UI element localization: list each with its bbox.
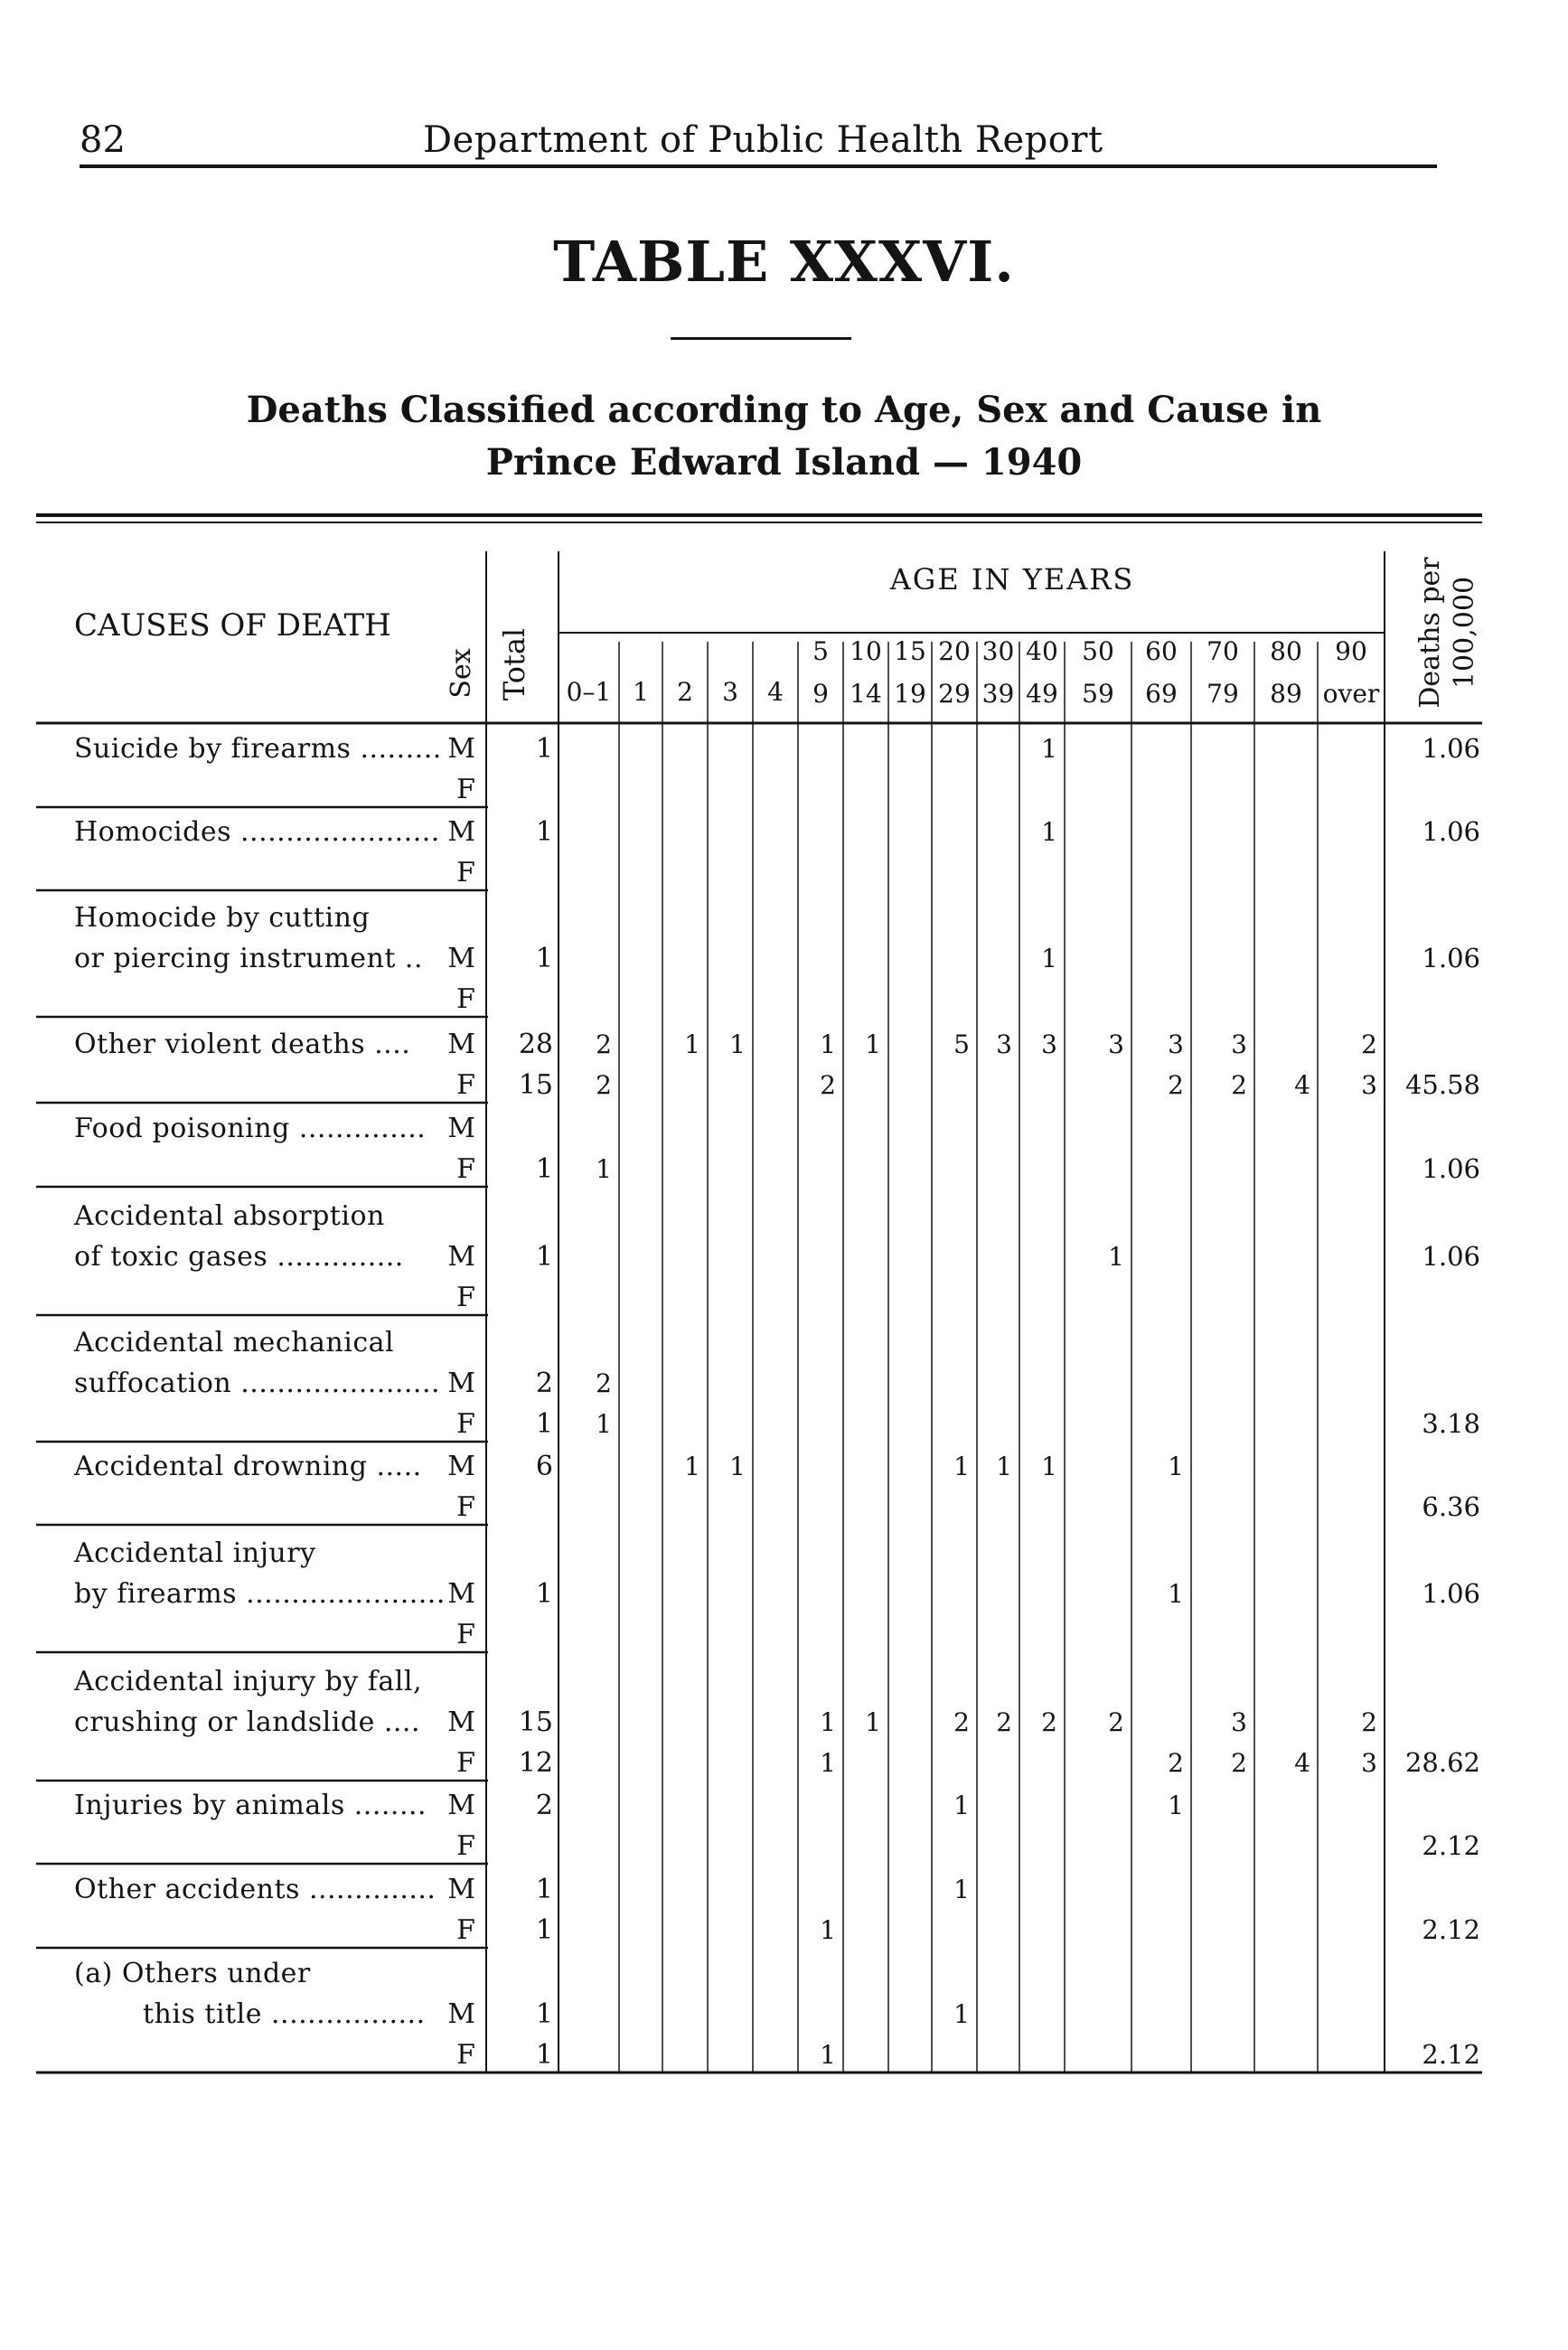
- age-group-label: 3: [722, 677, 738, 707]
- cause-label-line: suffocation ......................: [74, 1368, 441, 1399]
- age-group-label-lower: 89: [1270, 679, 1302, 709]
- cause-label-line: Homocide by cutting: [74, 902, 371, 934]
- sex-cell: F: [456, 1830, 475, 1862]
- sex-cell: M: [447, 1029, 475, 1060]
- rate-cell: 45.58: [1404, 1069, 1480, 1100]
- cause-label-line: Accidental mechanical: [74, 1327, 395, 1358]
- cause-label-line: Injuries by animals ........: [74, 1790, 427, 1821]
- age-cell: 2: [596, 1368, 612, 1398]
- total-cell: 1: [535, 1914, 553, 1946]
- age-group-label-lower: 59: [1082, 679, 1114, 709]
- age-cell: 2: [953, 1707, 970, 1737]
- age-cell: 1: [1108, 1242, 1124, 1272]
- age-cell: 2: [1361, 1029, 1377, 1059]
- age-group-label-upper: 80: [1270, 636, 1302, 666]
- age-group-label-upper: 40: [1026, 636, 1058, 666]
- sex-cell: M: [447, 1241, 475, 1273]
- age-cell: 1: [820, 1915, 836, 1945]
- age-cell: 1: [820, 1029, 836, 1059]
- rate-cell: 1.06: [1422, 943, 1480, 973]
- age-cell: 3: [1041, 1029, 1057, 1059]
- age-cell: 2: [1231, 1070, 1247, 1100]
- cause-label-line: Accidental drowning .....: [74, 1451, 422, 1482]
- age-cell: 1: [820, 1707, 836, 1737]
- age-cell: 1: [953, 1791, 970, 1820]
- rate-cell: 1.06: [1422, 1241, 1480, 1272]
- cause-label-line: Food poisoning ..............: [74, 1113, 427, 1144]
- age-cell: 2: [1108, 1707, 1124, 1737]
- cause-label-line: Homocides ......................: [74, 816, 440, 848]
- rate-cell: 1.06: [1422, 1578, 1480, 1609]
- rate-cell: 28.62: [1404, 1747, 1480, 1778]
- age-group-label: 4: [767, 677, 784, 707]
- age-cell: 2: [596, 1029, 612, 1059]
- age-group-label-upper: 50: [1082, 636, 1114, 666]
- sex-cell: M: [447, 1874, 475, 1905]
- age-cell: 1: [953, 1999, 970, 2029]
- age-cell: 1: [596, 1409, 612, 1439]
- age-cell: 1: [1168, 1452, 1184, 1481]
- subtitle-line-2: Prince Edward Island — 1940: [485, 441, 1083, 484]
- age-cell: 1: [729, 1452, 746, 1481]
- age-cell: 2: [1168, 1748, 1184, 1778]
- total-header: Total: [497, 627, 531, 701]
- age-cell: 4: [1294, 1070, 1310, 1100]
- age-cell: 1: [1041, 1452, 1057, 1481]
- age-cell: 1: [596, 1154, 612, 1184]
- sex-cell: F: [456, 857, 475, 888]
- rate-cell: 3.18: [1422, 1408, 1480, 1439]
- age-cell: 2: [1041, 1707, 1057, 1737]
- age-group-label: 2: [677, 677, 693, 707]
- rate-cell: 1.06: [1422, 816, 1480, 847]
- rate-cell: 2.12: [1422, 2039, 1480, 2070]
- age-group-label-upper: 60: [1145, 636, 1178, 666]
- age-group-label-upper: 10: [850, 636, 882, 666]
- rate-cell: 2.12: [1422, 1830, 1480, 1861]
- sex-cell: M: [447, 816, 475, 848]
- age-cell: 3: [1168, 1029, 1184, 1059]
- cause-label-line: crushing or landslide ....: [74, 1706, 421, 1738]
- total-cell: 15: [518, 1706, 553, 1738]
- age-cell: 1: [684, 1452, 700, 1481]
- total-cell: 1: [535, 2039, 553, 2071]
- age-cell: 1: [1041, 734, 1057, 764]
- total-cell: 2: [535, 1368, 553, 1399]
- sex-cell: F: [456, 1153, 475, 1185]
- age-cell: 2: [1168, 1070, 1184, 1100]
- age-group-label-lower: 39: [981, 679, 1015, 709]
- sex-cell: F: [456, 1491, 475, 1523]
- sex-cell: M: [447, 1706, 475, 1738]
- total-cell: 1: [535, 943, 553, 974]
- sex-cell: M: [447, 1998, 475, 2030]
- sex-cell: M: [447, 1113, 475, 1144]
- age-group-label-upper: 30: [981, 636, 1015, 666]
- age-cell: 1: [820, 1748, 836, 1778]
- sex-cell: M: [447, 1451, 475, 1482]
- age-cell: 3: [996, 1029, 1012, 1059]
- sex-cell: M: [447, 733, 475, 765]
- sex-cell: M: [447, 1368, 475, 1399]
- total-cell: 15: [518, 1069, 553, 1101]
- total-cell: 6: [535, 1451, 553, 1482]
- cause-label-line: Accidental injury: [74, 1537, 316, 1569]
- causes-header: CAUSES OF DEATH: [74, 607, 391, 644]
- age-group-label-lower: 29: [938, 679, 971, 709]
- total-cell: 1: [535, 1874, 553, 1905]
- age-cell: 1: [953, 1452, 970, 1481]
- cause-label-line: Other violent deaths ....: [74, 1029, 411, 1060]
- rate-cell: 1.06: [1422, 733, 1480, 764]
- age-cell: 3: [1231, 1029, 1247, 1059]
- rate-header-line-1: Deaths per: [1414, 557, 1446, 709]
- rate-header-line-2: 100,000: [1449, 576, 1480, 690]
- age-cell: 3: [1361, 1748, 1377, 1778]
- age-cell: 5: [953, 1029, 970, 1059]
- age-group-label-upper: 90: [1335, 636, 1367, 666]
- sex-cell: F: [456, 1747, 475, 1779]
- sex-cell: F: [456, 1069, 475, 1101]
- total-cell: 28: [518, 1029, 553, 1060]
- total-cell: 1: [535, 1408, 553, 1440]
- age-group-label-lower: over: [1322, 679, 1380, 709]
- subtitle-line-1: Deaths Classified according to Age, Sex and Cause in: [246, 389, 1322, 431]
- age-cell: 3: [1231, 1707, 1247, 1737]
- cause-label-line: Other accidents ..............: [74, 1874, 437, 1905]
- total-cell: 1: [535, 1998, 553, 2030]
- cause-label-line: Accidental injury by fall,: [74, 1666, 422, 1697]
- total-cell: 1: [535, 733, 553, 765]
- age-cell: 3: [1108, 1029, 1124, 1059]
- age-cell: 4: [1294, 1748, 1310, 1778]
- age-group-label: 1: [633, 677, 649, 707]
- age-group-label-lower: 69: [1145, 679, 1178, 709]
- sex-header: Sex: [446, 648, 477, 699]
- total-cell: 1: [535, 816, 553, 848]
- cause-label-line: this title .................: [143, 1998, 426, 2030]
- sex-cell: F: [456, 1408, 475, 1440]
- age-group-label-lower: 14: [850, 679, 882, 709]
- age-group-label: 0–1: [566, 677, 612, 707]
- table-title: TABLE XXXVI.: [553, 229, 1015, 295]
- age-group-label-upper: 20: [938, 636, 971, 666]
- total-cell: 1: [535, 1241, 553, 1273]
- age-cell: 1: [1041, 944, 1057, 973]
- age-header: AGE IN YEARS: [889, 562, 1135, 597]
- page-number: 82: [80, 119, 126, 161]
- running-title: Department of Public Health Report: [423, 119, 1103, 161]
- sex-cell: F: [456, 2039, 475, 2071]
- age-cell: 2: [820, 1070, 836, 1100]
- rate-cell: 2.12: [1422, 1914, 1480, 1945]
- sex-cell: F: [456, 983, 475, 1015]
- age-cell: 2: [1361, 1707, 1377, 1737]
- age-group-label-lower: 79: [1207, 679, 1239, 709]
- age-cell: 2: [596, 1070, 612, 1100]
- cause-label-line: Suicide by firearms .........: [74, 733, 442, 765]
- age-cell: 1: [996, 1452, 1012, 1481]
- cause-label-line: or piercing instrument ..: [74, 943, 424, 974]
- age-cell: 1: [953, 1875, 970, 1904]
- age-cell: 1: [1168, 1791, 1184, 1820]
- age-cell: 1: [865, 1029, 881, 1059]
- cause-label-line: of toxic gases ..............: [74, 1241, 404, 1273]
- age-group-label-lower: 9: [812, 679, 829, 709]
- age-cell: 2: [1231, 1748, 1247, 1778]
- cause-label-line: (a) Others under: [74, 1958, 311, 1989]
- sex-cell: M: [447, 1790, 475, 1821]
- age-cell: 1: [1041, 817, 1057, 847]
- total-cell: 1: [535, 1153, 553, 1185]
- age-group-label-upper: 5: [812, 636, 829, 666]
- age-cell: 1: [729, 1029, 746, 1059]
- rate-cell: 6.36: [1422, 1491, 1480, 1522]
- age-cell: 3: [1361, 1070, 1377, 1100]
- age-group-label-lower: 19: [894, 679, 926, 709]
- rate-cell: 1.06: [1422, 1153, 1480, 1184]
- age-cell: 1: [865, 1707, 881, 1737]
- total-cell: 1: [535, 1578, 553, 1610]
- total-cell: 2: [535, 1790, 553, 1821]
- sex-cell: F: [456, 1914, 475, 1946]
- sex-cell: F: [456, 1619, 475, 1650]
- age-group-label-upper: 15: [894, 636, 926, 666]
- sex-cell: F: [456, 1282, 475, 1313]
- age-cell: 1: [820, 2040, 836, 2070]
- age-cell: 1: [1168, 1579, 1184, 1609]
- cause-label-line: by firearms ......................: [74, 1578, 446, 1610]
- cause-label-line: Accidental absorption: [74, 1200, 385, 1232]
- sex-cell: M: [447, 1578, 475, 1610]
- total-cell: 12: [518, 1747, 553, 1779]
- sex-cell: F: [456, 774, 475, 805]
- age-cell: 2: [996, 1707, 1012, 1737]
- age-group-label-upper: 70: [1207, 636, 1239, 666]
- age-group-label-lower: 49: [1026, 679, 1058, 709]
- age-cell: 1: [684, 1029, 700, 1059]
- sex-cell: M: [447, 943, 475, 974]
